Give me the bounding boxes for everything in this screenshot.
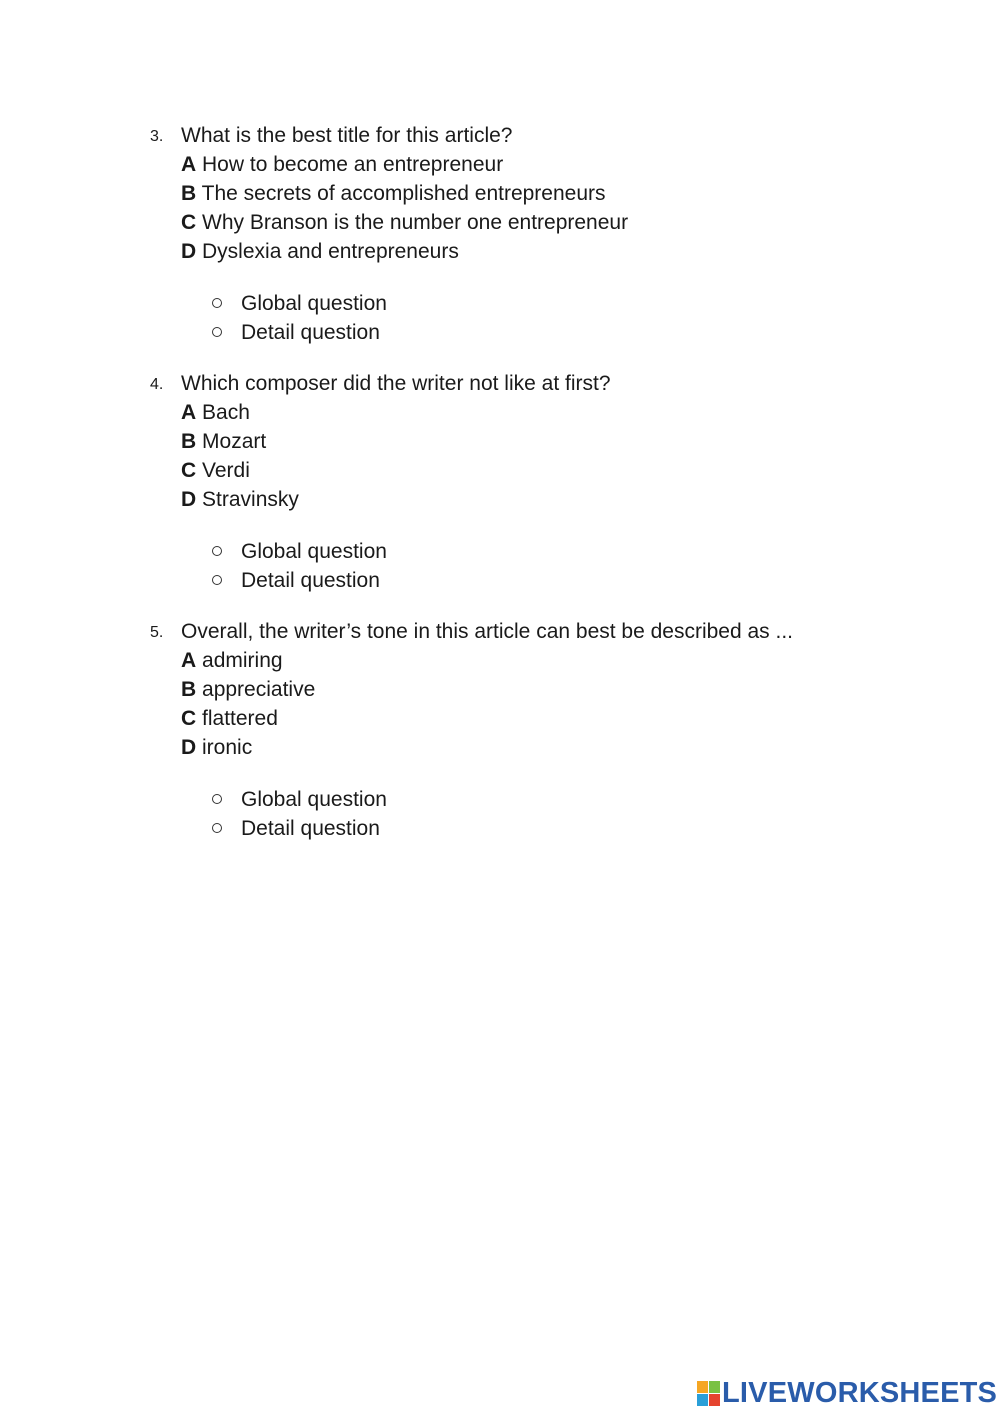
logo-mark-icon (697, 1381, 720, 1406)
question-type-choices (150, 785, 910, 843)
option-letter: D (181, 488, 197, 511)
option-a (150, 646, 910, 675)
option-b (150, 179, 910, 208)
question-3 (150, 121, 910, 347)
question-number: 3. (150, 128, 164, 145)
option-text: Stravinsky (202, 488, 299, 511)
option-letter: A (181, 153, 197, 176)
option-a (150, 150, 910, 179)
option-text: appreciative (202, 678, 316, 701)
option-d (150, 237, 910, 266)
question-number: 5. (150, 624, 164, 641)
option-letter: D (181, 736, 197, 759)
question-line (150, 369, 910, 398)
choice-label: Global question (241, 292, 387, 315)
option-text: flattered (202, 707, 278, 730)
logo-text: LIVEWORKSHEETS (722, 1377, 998, 1409)
option-letter: A (181, 649, 197, 672)
radio-circle-icon[interactable] (212, 546, 222, 556)
option-text: The secrets of accomplished entrepreneurs (201, 182, 606, 205)
radio-circle-icon[interactable] (212, 823, 222, 833)
choice-label: Detail question (241, 321, 380, 344)
question-text: Which composer did the writer not like at first? (181, 372, 611, 395)
radio-circle-icon[interactable] (212, 575, 222, 585)
question-text: Overall, the writer’s tone in this article can best be described as ... (181, 620, 794, 643)
question-text: What is the best title for this article? (181, 124, 513, 147)
option-c (150, 456, 910, 485)
option-d (150, 733, 910, 762)
choice-global-question[interactable] (212, 785, 910, 814)
option-text: ironic (202, 736, 253, 759)
question-line (150, 617, 910, 646)
choice-global-question[interactable] (212, 289, 910, 318)
choice-label: Global question (241, 788, 387, 811)
option-text: Dyslexia and entrepreneurs (202, 240, 459, 263)
choice-label: Detail question (241, 817, 380, 840)
radio-circle-icon[interactable] (212, 794, 222, 804)
option-b (150, 675, 910, 704)
choice-label: Global question (241, 540, 387, 563)
choice-detail-question[interactable] (212, 814, 910, 843)
option-letter: B (181, 678, 197, 701)
question-type-choices (150, 537, 910, 595)
question-line (150, 121, 910, 150)
choice-detail-question[interactable] (212, 318, 910, 347)
option-b (150, 427, 910, 456)
option-letter: C (181, 707, 197, 730)
option-letter: B (181, 182, 197, 205)
option-letter: B (181, 430, 197, 453)
choice-detail-question[interactable] (212, 566, 910, 595)
option-text: Why Branson is the number one entrepreneur (202, 211, 629, 234)
option-text: admiring (202, 649, 283, 672)
option-c (150, 704, 910, 733)
radio-circle-icon[interactable] (212, 327, 222, 337)
option-d (150, 485, 910, 514)
question-5 (150, 617, 910, 843)
radio-circle-icon[interactable] (212, 298, 222, 308)
option-letter: A (181, 401, 197, 424)
question-type-choices (150, 289, 910, 347)
option-text: Bach (202, 401, 250, 424)
option-letter: C (181, 459, 197, 482)
question-4 (150, 369, 910, 595)
option-letter: C (181, 211, 197, 234)
choice-global-question[interactable] (212, 537, 910, 566)
liveworksheets-logo (697, 1378, 997, 1408)
question-number: 4. (150, 376, 164, 393)
option-text: Verdi (202, 459, 250, 482)
choice-label: Detail question (241, 569, 380, 592)
option-letter: D (181, 240, 197, 263)
option-a (150, 398, 910, 427)
option-c (150, 208, 910, 237)
option-text: How to become an entrepreneur (202, 153, 504, 176)
option-text: Mozart (202, 430, 267, 453)
